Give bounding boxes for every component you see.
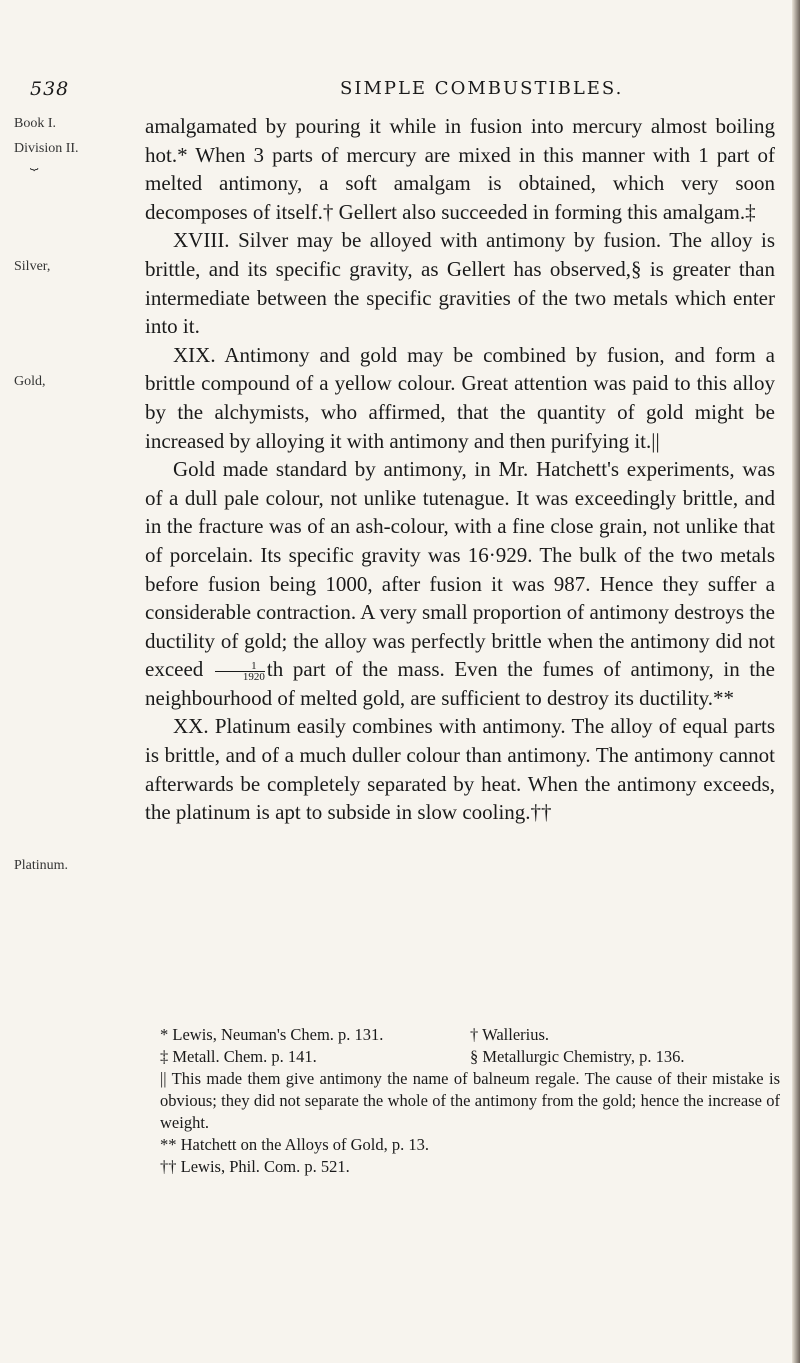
footnote-row xyxy=(160,1046,780,1068)
running-head: SIMPLE COMBUSTIBLES. xyxy=(340,78,624,99)
footnote-7: †† Lewis, Phil. Com. p. 521. xyxy=(160,1157,350,1176)
paragraph-platinum: XX. Platinum easily combines with antimony. The alloy of equal parts is brittle, and of a much duller colour than antimony. The antimony cannot afterwards be completely separated by heat. When the antimony exceeds, the platinum is apt to subside in slow cooling.†† xyxy=(145,714,775,825)
page-edge-shadow xyxy=(792,0,800,1363)
footnote-4: § Metallurgic Chemistry, p. 136. xyxy=(470,1047,685,1066)
fraction-denominator: 1920 xyxy=(242,670,265,683)
footnote-row xyxy=(160,1024,780,1046)
footnote-2: † Wallerius. xyxy=(470,1025,550,1044)
footnote-5: || This made them give antimony the name of balneum regale. The cause of their mistake is obvious; they did not separate the whole of the antimony from the gold; hence the increase of weight. xyxy=(160,1069,780,1132)
paragraph-silver: XVIII. Silver may be alloyed with antimony by fusion. The alloy is brittle, and its specific gravity, as Gellert has observed,§ is greater than intermediate between the specific gravities of the two metals which enter into it. xyxy=(145,228,775,339)
margin-gold: Gold, xyxy=(14,374,46,389)
body-text xyxy=(145,112,775,827)
page-number: 538 xyxy=(30,78,70,100)
paragraph-hatchett xyxy=(145,455,775,712)
margin-silver: Silver, xyxy=(14,259,51,274)
footnote-1: * Lewis, Neuman's Chem. p. 131. xyxy=(160,1025,384,1044)
footnotes xyxy=(160,1024,780,1178)
margin-division: Division II. xyxy=(14,141,79,156)
footnote-6: ** Hatchett on the Alloys of Gold, p. 13. xyxy=(160,1135,430,1154)
margin-brace: ⏟ xyxy=(30,156,39,171)
footnote-3: ‡ Metall. Chem. p. 141. xyxy=(160,1047,317,1066)
fraction xyxy=(215,661,265,682)
margin-book: Book I. xyxy=(14,116,56,131)
paragraph-hatchett-b: th part of the mass. Even the fumes of antimony, in the neighbourhood of melted gold, are sufficient to destroy its ductility.** xyxy=(145,657,775,710)
paragraph-gold: XIX. Antimony and gold may be combined by fusion, and form a brittle compound of a yellow colour. Great attention was paid to this alloy by the alchymists, who affirmed, that the quantity of gold might be increased by alloying it with antimony and then purifying it.|| xyxy=(145,342,775,453)
page-header xyxy=(0,78,800,102)
fraction-numerator: 1 xyxy=(215,661,265,672)
paragraph-amalgam: amalgamated by pouring it while in fusion into mercury almost boiling hot.* When 3 parts of mercury are mixed in this manner with 1 part of melted antimony, a soft amalgam is obtained, which very soon decomposes of itself.† Gellert also succeeded in forming this amalgam.‡ xyxy=(145,114,775,224)
paragraph-hatchett-a: Gold made standard by antimony, in Mr. Hatchett's experiments, was of a dull pale colour, not unlike tutenague. It was exceedingly brittle, and in the fracture was of an ash-colour, with a fine close grain, not unlike that of porcelain. Its specific gravity was 16·929. The bulk of the two metals before fusion being 1000, after fusion it was 987. Hence they suffer a considerable contraction. A very small proportion of antimony destroys the ductility of gold; the alloy was perfectly brittle when the antimony did not exceed xyxy=(145,457,775,682)
margin-platinum: Platinum. xyxy=(14,858,69,873)
